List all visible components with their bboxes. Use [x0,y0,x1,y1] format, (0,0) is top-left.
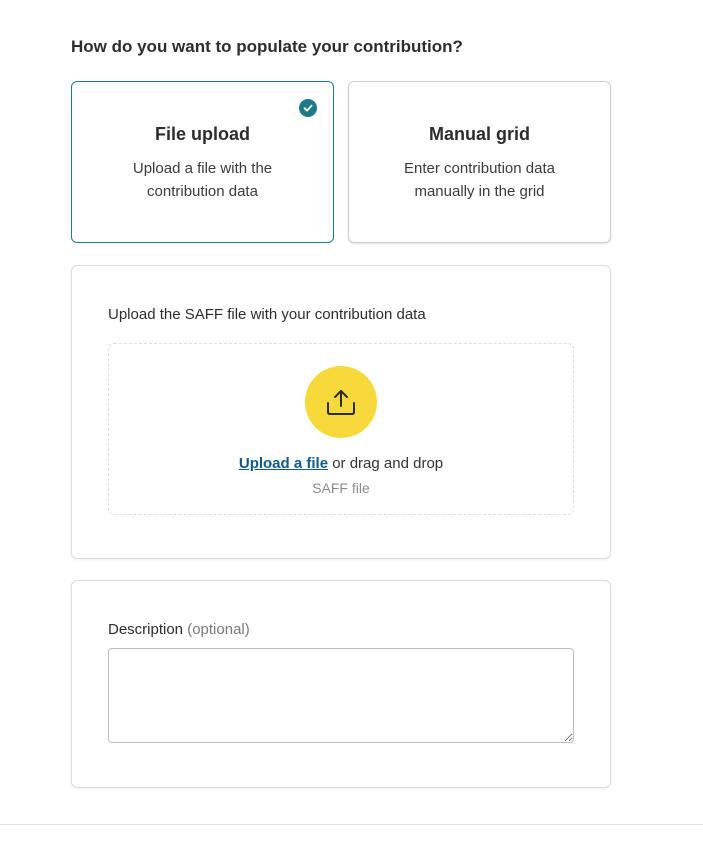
description-textarea[interactable] [108,648,574,743]
upload-file-link[interactable]: Upload a file [238,455,329,472]
file-upload-option-title: File upload [154,124,250,144]
drag-drop-text: or drag and drop [328,455,444,472]
file-dropzone[interactable] [108,343,574,515]
accepted-file-type: SAFF file [312,480,370,496]
upload-icon[interactable] [305,366,377,438]
manual-grid-option-description: Enter contribution data manually in the grid [404,160,555,200]
populate-question-heading: How do you want to populate your contribution? [71,37,463,56]
footer-divider [0,824,703,825]
description-label [108,621,250,638]
description-label-text: Description [108,621,184,638]
optional-indicator: (optional) [187,621,250,638]
manual-grid-option-card[interactable] [348,81,611,243]
check-circle-icon [299,99,317,117]
file-upload-option-description: Upload a file with the contribution data [132,160,273,200]
manual-grid-option-title: Manual grid [428,124,530,144]
drop-instructions [109,455,573,472]
upload-panel [71,265,611,559]
file-upload-option-card[interactable] [71,81,334,243]
description-panel [71,580,611,788]
upload-instructions-label: Upload the SAFF file with your contribution data [108,306,426,323]
